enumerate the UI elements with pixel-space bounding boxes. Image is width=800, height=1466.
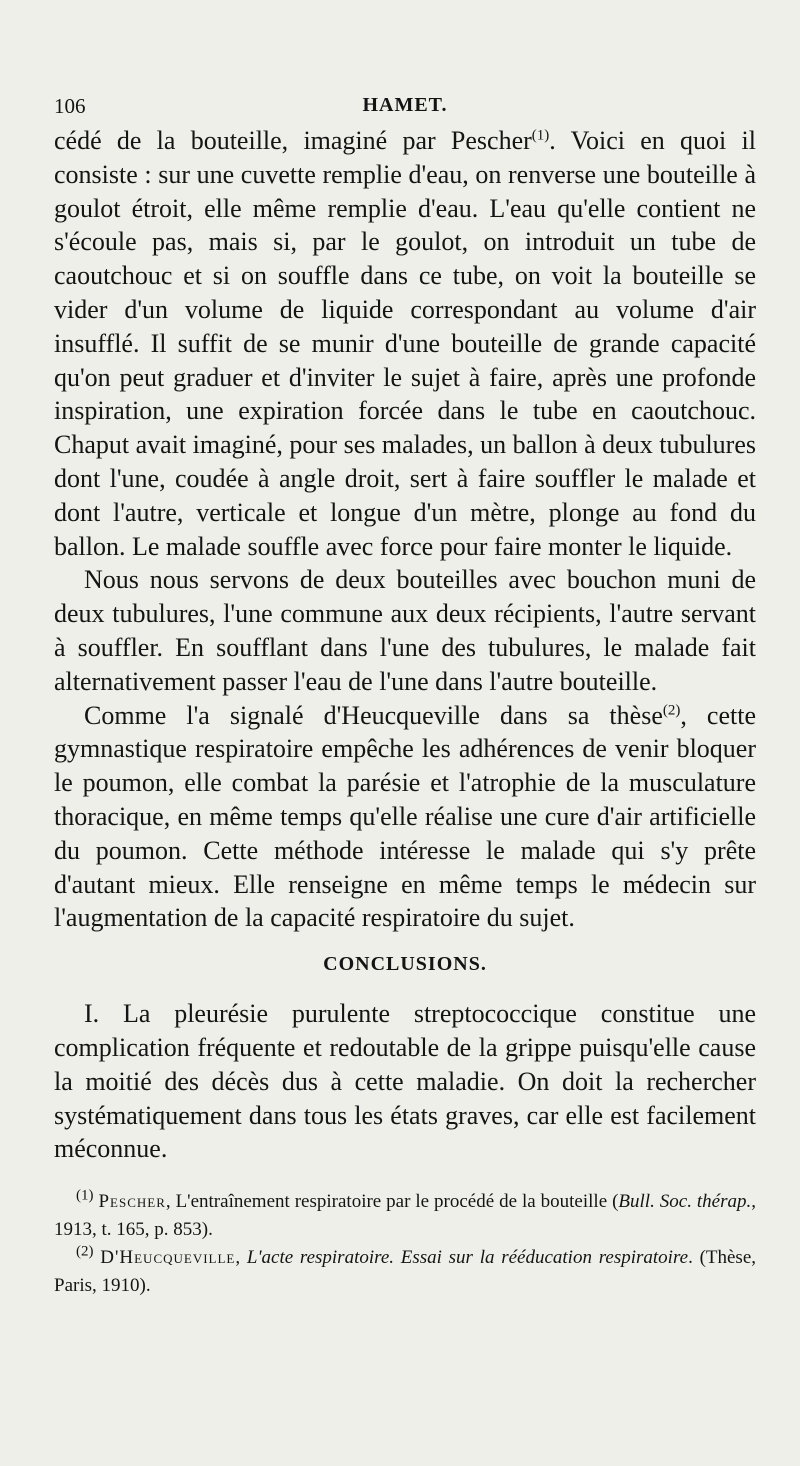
section-heading: CONCLUSIONS. — [323, 953, 487, 976]
paragraph-3-text-a: Comme l'a signalé d'Heucqueville dans sa thèse — [84, 700, 663, 730]
paragraph-3 — [54, 699, 756, 936]
footnote-1-text: , L'entraînement respiratoire par le procédé de la bouteille ( — [165, 1191, 619, 1213]
page-number: 106 — [54, 94, 86, 118]
footnote-2-ref: . (Thèse, Paris, 1910). — [54, 1247, 757, 1297]
footnote-1-author: Pescher — [98, 1191, 166, 1213]
paragraph-1-text-b: . Voici en quoi il consiste : sur une cuvette remplie d'eau, on renverse une bouteille à goulot étroit, elle même remplie d'eau. L'eau qu'elle contient ne s'écoule pas, mais si, par le goulot, on introduit un tube de caoutchouc et si on souffle dans ce tube, on voit la bouteille se vider d'un volume de liquide correspondant au volume d'air insufflé. Il suffit de se munir d'une bouteille de grande capacité qu'on peut graduer et d'inviter le sujet à faire, après une profonde inspiration, une expiration forcée dans le tube en caoutchouc. Chaput avait imaginé, pour ses malades, un ballon à deux tubulures dont l'une, coudée à angle droit, sert à faire souffler le malade et dont l'autre, verticale et longue d'un mètre, plonge au fond du ballon. Le malade souffle avec force pour faire monter le liquide. — [54, 126, 756, 561]
page-header — [54, 88, 756, 124]
footnote-1-journal: Bull. Soc. thérap. — [618, 1191, 752, 1213]
footnote-2-sep: , — [235, 1247, 247, 1269]
footnote-1 — [54, 1188, 756, 1244]
paragraph-4: I. La pleurésie purulente streptococcique constitue une complication fréquente et redoutable de la grippe puisqu'elle cause la moitié des décès dus à cette maladie. On doit la rechercher systématiquement dans tous les états graves, car elle est facilement méconnue. — [54, 999, 756, 1164]
footnote-2-author: D'Heucqueville — [100, 1247, 236, 1269]
footnote-ref-1: (1) — [531, 127, 550, 144]
footnotes — [54, 1188, 756, 1300]
footnote-1-marker: (1) — [76, 1187, 94, 1204]
paragraph-1-text-a: cédé de la bouteille, imaginé par Pescher — [54, 126, 532, 155]
paragraph-3-text-b: , cette gymnastique respiratoire empêche les adhérences de venir bloquer le poumon, elle combat la parésie et l'atrophie de la musculature thoracique, en même temps qu'elle réalise une cure d'air artificielle du poumon. Cette méthode intéresse le malade qui s'y prête d'autant mieux. Elle renseigne en même temps le médecin sur l'augmentation de la capacité respiratoire du sujet. — [54, 700, 756, 933]
running-title: HAMET. — [362, 94, 448, 116]
body-text — [54, 124, 756, 1166]
paragraph-1 — [54, 124, 756, 563]
footnote-ref-2: (2) — [662, 701, 681, 718]
footnote-2 — [54, 1244, 756, 1300]
footnote-2-title: L'acte respiratoire. Essai sur la rééducation respiratoire — [246, 1247, 689, 1269]
footnote-2-marker: (2) — [76, 1243, 94, 1260]
paragraph-2: Nous nous servons de deux bouteilles avec bouchon muni de deux tubulures, l'une commune aux deux récipients, l'autre servant à souffler. En soufflant dans l'une des tubulures, le malade fait alternativement passer l'eau de l'une dans l'autre bouteille. — [54, 565, 756, 696]
footnote-1-ref: , 1913, t. 165, p. 853). — [54, 1191, 756, 1241]
